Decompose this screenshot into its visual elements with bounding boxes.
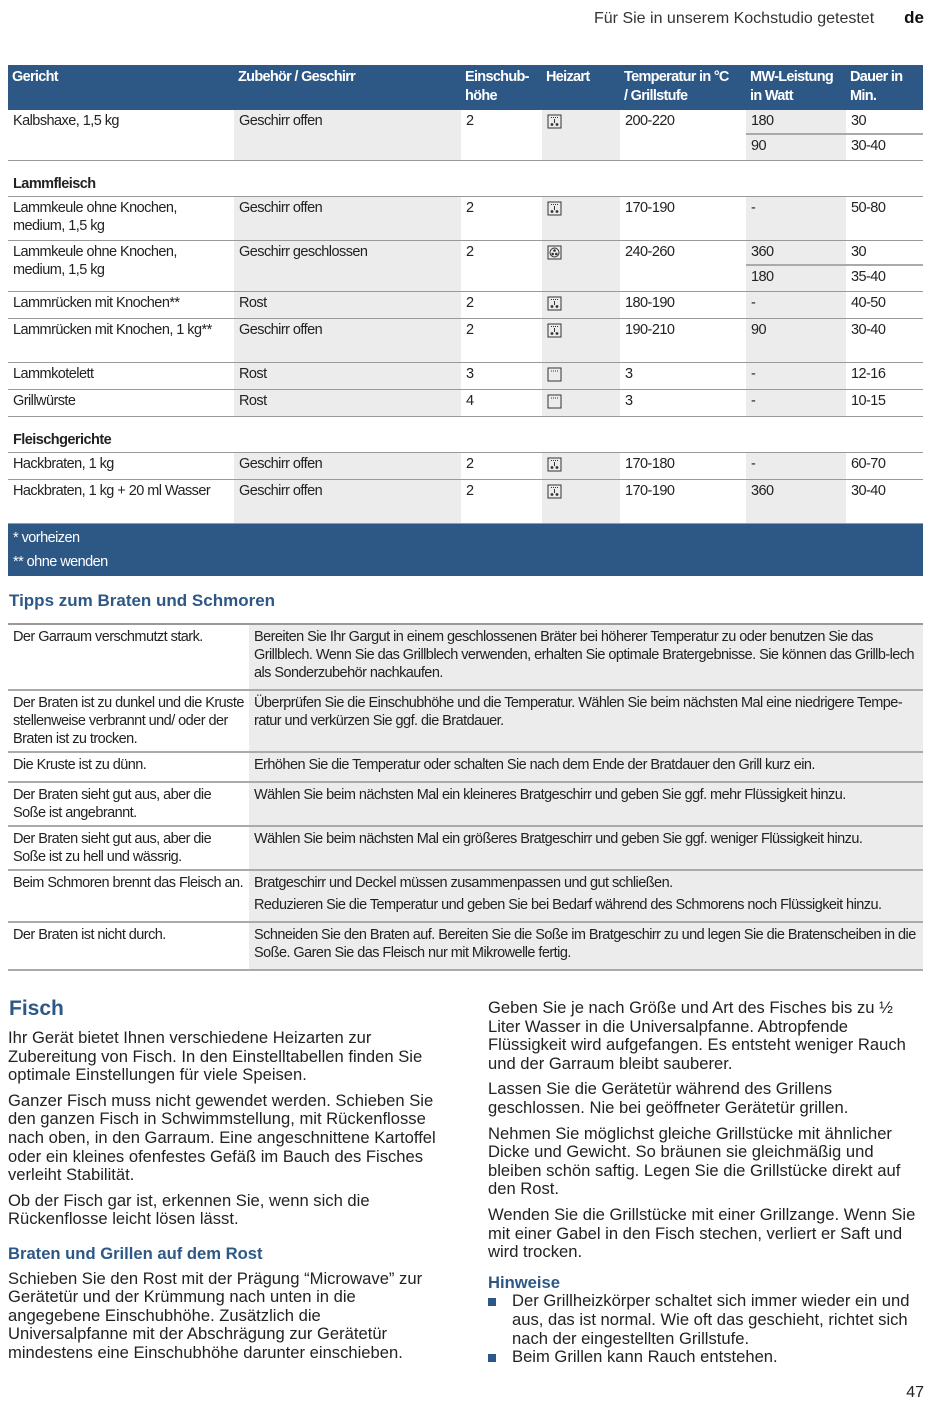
cell-mw — [746, 110, 846, 160]
table-row — [8, 390, 923, 417]
cell-value: 30-40 — [851, 483, 886, 499]
cell-value: 180 — [751, 269, 774, 285]
hint-item — [488, 1292, 920, 1348]
cell-mw — [746, 480, 846, 523]
cell-mw — [746, 390, 846, 416]
tip-row — [8, 923, 923, 971]
hint-item — [488, 1348, 920, 1367]
tip-problem: Beim Schmoren brennt das Fleisch an. — [13, 875, 244, 891]
cell-level — [461, 292, 542, 318]
cell-value: 180 — [746, 110, 846, 135]
cell-heat — [542, 480, 620, 523]
paragraph: Lassen Sie die Gerätetür während des Grillens geschlossen. Nie bei geöffneter Gerätetür grillen. — [488, 1079, 849, 1117]
cell-value: - — [751, 200, 756, 216]
tip-solution — [249, 871, 923, 921]
tip-solution — [249, 753, 923, 781]
grill-icon — [547, 394, 562, 409]
cell-acc — [234, 292, 461, 318]
bullet-icon — [488, 1354, 496, 1362]
cell-heat — [542, 241, 620, 291]
running-header — [594, 8, 924, 28]
cell-text: Kalbshaxe, 1,5 kg — [13, 113, 119, 129]
cell-value: 10-15 — [851, 393, 886, 409]
column-header: Einschub- höhe — [465, 69, 529, 104]
cell-text: Geschirr offen — [239, 322, 323, 338]
cell-level — [461, 480, 542, 523]
cell-dish — [8, 319, 234, 362]
cell-text: Lammkotelett — [13, 366, 94, 382]
cell-acc — [234, 390, 461, 416]
cell-temp — [620, 480, 746, 523]
table-header — [8, 65, 923, 110]
grill-fan-icon — [547, 484, 562, 499]
tip-solution — [249, 827, 923, 869]
tip-problem: Der Braten ist zu dunkel und die Kruste stellenweise verbrannt und/ oder der Braten ist zu trocken. — [13, 695, 244, 747]
cell-level — [461, 110, 542, 160]
tip-problem: Der Garraum verschmutzt stark. — [13, 629, 203, 645]
cell-value: 30 — [846, 110, 923, 135]
bullet-icon — [488, 1298, 496, 1306]
cell-text: Geschirr geschlossen — [239, 244, 368, 260]
cell-level — [461, 453, 542, 479]
cell-heat — [542, 319, 620, 362]
cell-dish — [8, 197, 234, 240]
cell-value: 360 — [746, 241, 846, 266]
cell-text: 3 — [625, 393, 633, 409]
table-row — [8, 363, 923, 390]
cell-value: - — [751, 393, 756, 409]
solution-text: Reduzieren Sie die Temperatur und geben Sie bei Bedarf während des Schmorens noch Flüssigkeit hinzu. — [254, 897, 882, 913]
cooking-table — [8, 65, 923, 576]
cell-value: - — [751, 295, 756, 311]
tips-table — [8, 623, 923, 971]
cell-temp — [620, 197, 746, 240]
cell-text: 4 — [466, 393, 474, 409]
solution-text: Wählen Sie beim nächsten Mal ein größeres Bratgeschirr und geben Sie ggf. weniger Flüssigkeit hinzu. — [254, 831, 863, 847]
cell-mw — [746, 292, 846, 318]
paragraph: Ganzer Fisch muss nicht gewendet werden. Schieben Sie den ganzen Fisch in Schwimmstellung, mit Rückenflosse nach oben, in den Garraum. Eine angeschnittene Kartoffel oder ein kleines ofenfestes Gefäß im Bauch des Fisches verleiht Stabilität. — [8, 1090, 436, 1185]
grill-fan-icon — [547, 201, 562, 216]
cell-heat — [542, 197, 620, 240]
tip-solution — [249, 691, 923, 751]
hint-text: Der Grillheizkörper schaltet sich immer wieder ein und aus, das ist normal. Wie oft das geschieht, richtet sich nach der eingestellten Grillstufe. — [512, 1291, 910, 1348]
cell-acc — [234, 197, 461, 240]
cell-text: Lammrücken mit Knochen** — [13, 295, 180, 311]
subheading: Braten und Grillen auf dem Rost — [8, 1243, 263, 1263]
cell-temp — [620, 453, 746, 479]
grill-fan-icon — [547, 323, 562, 338]
cell-text: 2 — [466, 456, 474, 472]
cell-mw — [746, 197, 846, 240]
cell-value: 90 — [751, 322, 767, 338]
cell-text: Lammkeule ohne Knochen, medium, 1,5 kg — [13, 200, 177, 234]
cell-value: - — [751, 456, 756, 472]
cell-text: 2 — [466, 483, 474, 499]
cell-text: 2 — [466, 244, 474, 260]
cell-heat — [542, 292, 620, 318]
column-header: Dauer in Min. — [850, 69, 903, 104]
cell-mw — [746, 363, 846, 389]
cell-level — [461, 390, 542, 416]
cell-heat — [542, 363, 620, 389]
grill-icon — [547, 367, 562, 382]
cell-text: 3 — [625, 366, 633, 382]
solution-text: Erhöhen Sie die Temperatur oder schalten Sie nach dem Ende der Bratdauer den Grill kurz ein. — [254, 757, 815, 773]
header-title: Für Sie in unserem Kochstudio getestet — [594, 10, 875, 27]
cell-text: 240-260 — [625, 244, 675, 260]
table-row — [8, 453, 923, 480]
fisch-left-column — [8, 997, 440, 1370]
solution-text: Schneiden Sie den Braten auf. Bereiten Sie die Soße im Bratgeschirr zu und legen Sie die Bratenscheiben in die Soße. Garen Sie das Fleisch nur mit Mikrowelle fertig. — [254, 927, 916, 961]
fisch-right-column — [488, 997, 920, 1370]
tip-problem: Der Braten ist nicht durch. — [13, 927, 166, 943]
cell-text: 200-220 — [625, 113, 675, 129]
cell-mw — [746, 241, 846, 291]
column-header: Zubehör / Geschirr — [238, 69, 356, 85]
tip-solution — [249, 783, 923, 825]
paragraph: Ob der Fisch gar ist, erkennen Sie, wenn sich die Rückenflosse leicht lösen lässt. — [8, 1190, 370, 1229]
cell-text: Hackbraten, 1 kg — [13, 456, 114, 472]
cell-time — [846, 319, 923, 362]
grill-fan-icon — [547, 296, 562, 311]
cell-temp — [620, 292, 746, 318]
cell-level — [461, 319, 542, 362]
table-row — [8, 110, 923, 161]
tip-problem: Der Braten sieht gut aus, aber die Soße ist angebrannt. — [13, 787, 212, 821]
tip-problem: Die Kruste ist zu dünn. — [13, 757, 147, 773]
cell-acc — [234, 319, 461, 362]
grill-fan-icon — [547, 114, 562, 129]
page-number: 47 — [906, 1384, 924, 1401]
cell-dish — [8, 110, 234, 160]
tip-row — [8, 871, 923, 923]
cell-temp — [620, 319, 746, 362]
cell-value: 50-80 — [851, 200, 886, 216]
hints-heading: Hinweise — [488, 1272, 560, 1292]
cell-text: Lammkeule ohne Knochen, medium, 1,5 kg — [13, 244, 177, 278]
tips-heading: Tipps zum Braten und Schmoren — [9, 591, 276, 610]
cell-value: - — [751, 366, 756, 382]
cell-text: Lammrücken mit Knochen, 1 kg** — [13, 322, 212, 338]
paragraph: Nehmen Sie möglichst gleiche Grillstücke mit ähnlicher Dicke und Gewicht. So bräunen sie gleichmäßig und bleiben schön saftig. Legen Sie die Grillstücke direkt auf den Rost. — [488, 1123, 901, 1199]
tip-row — [8, 827, 923, 871]
solution-text: Bratgeschirr und Deckel müssen zusammenpassen und gut schließen. — [254, 875, 673, 891]
footnote: ** ohne wenden — [13, 554, 108, 570]
cell-text: 170-180 — [625, 456, 675, 472]
cell-mw — [746, 319, 846, 362]
cell-temp — [620, 110, 746, 160]
cell-time — [846, 197, 923, 240]
cell-time — [846, 363, 923, 389]
cell-temp — [620, 390, 746, 416]
cell-text: 170-190 — [625, 200, 675, 216]
solution-text: Wählen Sie beim nächsten Mal ein kleineres Bratgeschirr und geben Sie ggf. mehr Flüssigkeit hinzu. — [254, 787, 846, 803]
cell-text: 3 — [466, 366, 474, 382]
cell-text: Rost — [239, 295, 267, 311]
tip-row — [8, 753, 923, 783]
cell-dish — [8, 480, 234, 523]
column-header: Gericht — [12, 69, 58, 85]
cell-text: 180-190 — [625, 295, 675, 311]
solution-text: Überprüfen Sie die Einschubhöhe und die Temperatur. Wählen Sie beim nächsten Mal eine niedrigere Tempe-ratur und verkürzen Sie ggf. die Bratdauer. — [254, 695, 903, 729]
hint-text: Beim Grillen kann Rauch entstehen. — [512, 1347, 778, 1367]
cell-time — [846, 292, 923, 318]
table-row — [8, 197, 923, 241]
tip-row — [8, 783, 923, 827]
footnote: * vorheizen — [13, 530, 80, 546]
cell-text: Geschirr offen — [239, 456, 323, 472]
cell-mw — [746, 453, 846, 479]
cell-text: Rost — [239, 393, 267, 409]
cell-time — [846, 480, 923, 523]
cell-value: 90 — [751, 138, 767, 154]
cell-text: 2 — [466, 113, 474, 129]
cell-text: 2 — [466, 322, 474, 338]
cell-acc — [234, 241, 461, 291]
cell-dish — [8, 241, 234, 291]
cell-time — [846, 110, 923, 160]
cell-text: Geschirr offen — [239, 483, 323, 499]
cell-temp — [620, 363, 746, 389]
cell-value: 40-50 — [851, 295, 886, 311]
tip-solution — [249, 923, 923, 969]
cell-level — [461, 241, 542, 291]
cell-value: 30-40 — [851, 322, 886, 338]
cell-text: Grillwürste — [13, 393, 76, 409]
paragraph: Schieben Sie den Rost mit der Prägung “Microwave” zur Gerätetür und der Krümmung nach unten in die angegebene Einschubhöhe. Zusätzlich die Universalpfanne mit der Abschrägung zur Gerätetür mindestens eine Einschubhöhe darunter einschieben. — [8, 1268, 423, 1362]
cell-acc — [234, 363, 461, 389]
cell-text: 2 — [466, 295, 474, 311]
cell-value: 60-70 — [851, 456, 886, 472]
column-header: Temperatur in °C / Grillstufe — [624, 69, 729, 104]
cell-dish — [8, 363, 234, 389]
hot-air-icon — [547, 245, 562, 260]
section-heading: Lammfleisch — [8, 161, 923, 197]
tip-solution — [249, 625, 923, 689]
cell-text: 170-190 — [625, 483, 675, 499]
cell-dish — [8, 390, 234, 416]
table-row — [8, 292, 923, 319]
tip-row — [8, 625, 923, 691]
tip-row — [8, 691, 923, 753]
cell-value: 30-40 — [851, 138, 886, 154]
cell-time — [846, 241, 923, 291]
paragraph: Ihr Gerät bietet Ihnen verschiedene Heizarten zur Zubereitung von Fisch. In den Einstelltabellen finden Sie optimale Einstellungen für viele Speisen. — [8, 1028, 423, 1085]
cell-heat — [542, 390, 620, 416]
cell-text: Geschirr offen — [239, 200, 323, 216]
section-heading: Fleischgerichte — [8, 417, 923, 453]
cell-text: Geschirr offen — [239, 113, 323, 129]
cell-acc — [234, 110, 461, 160]
cell-value: 35-40 — [851, 269, 886, 285]
cell-value: 30 — [846, 241, 923, 266]
language-code: de — [904, 8, 924, 27]
cell-text: 2 — [466, 200, 474, 216]
cell-heat — [542, 453, 620, 479]
cell-dish — [8, 453, 234, 479]
cell-time — [846, 453, 923, 479]
table-footnotes — [8, 524, 923, 576]
cell-level — [461, 363, 542, 389]
column-header: Heizart — [546, 69, 590, 85]
fisch-section — [8, 997, 920, 1370]
grill-fan-icon — [547, 457, 562, 472]
cell-level — [461, 197, 542, 240]
table-row — [8, 480, 923, 524]
table-row — [8, 241, 923, 292]
paragraph: Geben Sie je nach Größe und Art des Fisches bis zu ½ Liter Wasser in die Universalpfanne. Abtropfende Flüssigkeit wird aufgefangen. Es entsteht weniger Rauch und der Garraum bleibt sauberer. — [488, 998, 906, 1073]
table-row — [8, 319, 923, 363]
cell-acc — [234, 480, 461, 523]
column-header: MW-Leistung in Watt — [750, 69, 834, 104]
cell-value: 12-16 — [851, 366, 886, 382]
page-content — [8, 65, 923, 1370]
paragraph: Wenden Sie die Grillstücke mit einer Grillzange. Wenn Sie mit einer Gabel in den Fisch stechen, verliert er Saft und wird trocken. — [488, 1204, 916, 1262]
cell-acc — [234, 453, 461, 479]
cell-dish — [8, 292, 234, 318]
cell-text: Hackbraten, 1 kg + 20 ml Wasser — [13, 483, 211, 499]
cell-time — [846, 390, 923, 416]
cell-heat — [542, 110, 620, 160]
solution-text: Bereiten Sie Ihr Gargut in einem geschlossenen Bräter bei höherer Temperatur zu oder benutzen Sie das Grillblech. Wenn Sie das Grillblech verwenden, erhalten Sie optimale Bratergebnisse. Sie können das Grillb-lech als Sonderzubehör nachkaufen. — [254, 629, 915, 681]
cell-temp — [620, 241, 746, 291]
cell-text: Rost — [239, 366, 267, 382]
cell-text: 190-210 — [625, 322, 675, 338]
tip-problem: Der Braten sieht gut aus, aber die Soße ist zu hell und wässrig. — [13, 831, 212, 865]
fisch-heading: Fisch — [9, 997, 64, 1020]
cell-value: 360 — [751, 483, 774, 499]
